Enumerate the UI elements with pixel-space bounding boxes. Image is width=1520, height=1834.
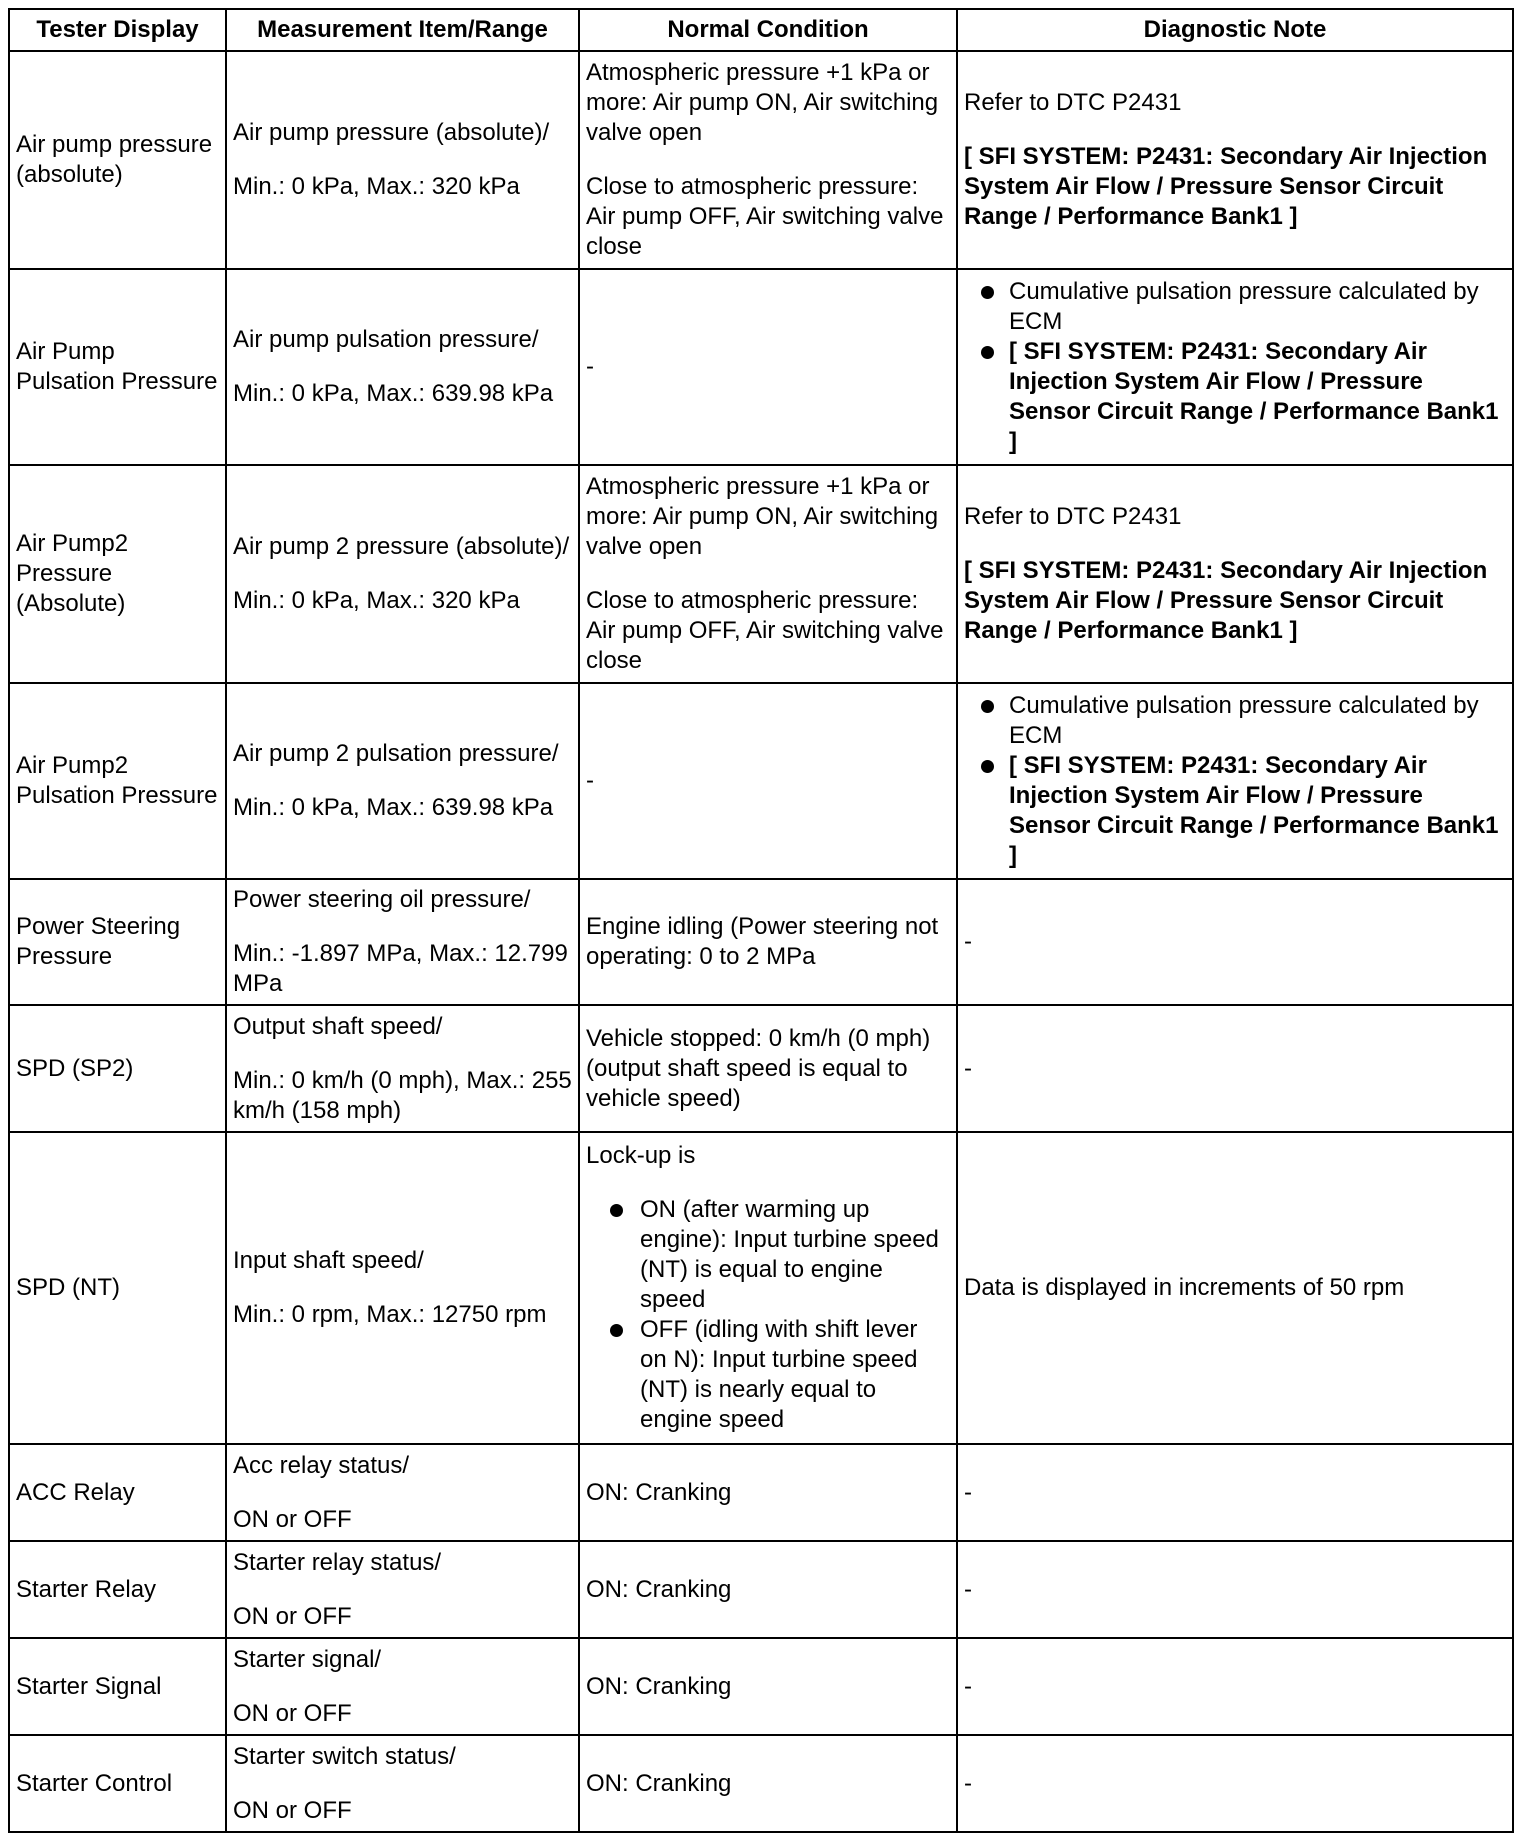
measurement-cell	[226, 879, 579, 1005]
note-text: Refer to DTC P2431	[964, 89, 1182, 116]
tester-display-cell: SPD (NT)	[9, 1132, 226, 1444]
note-bullet-list	[964, 691, 1506, 871]
diagnostic-note-cell: -	[957, 1638, 1513, 1735]
table-row	[9, 465, 1513, 683]
measurement-range: Min.: 0 kPa, Max.: 320 kPa	[233, 173, 520, 200]
measurement-cell	[226, 269, 579, 465]
table-row	[9, 1541, 1513, 1638]
table-row	[9, 1638, 1513, 1735]
diagnostic-note-cell: -	[957, 1005, 1513, 1132]
dtc-reference-link[interactable]: [ SFI SYSTEM: P2431: Secondary Air Injection System Air Flow / Pressure Sensor Circuit Range / Performance Bank1 ]	[964, 557, 1488, 644]
measurement-range: Min.: -1.897 MPa, Max.: 12.799 MPa	[233, 940, 568, 997]
measurement-item: Starter relay status/	[233, 1548, 442, 1576]
normal-condition-cell: ON: Cranking	[579, 1541, 957, 1638]
diagnostic-note-cell	[957, 465, 1513, 683]
dtc-reference-link[interactable]: [ SFI SYSTEM: P2431: Secondary Air Injection System Air Flow / Pressure Sensor Circuit Range / Performance Bank1 ]	[1009, 337, 1506, 457]
diagnostic-note-cell: -	[957, 879, 1513, 1005]
bullet-item: Cumulative pulsation pressure calculated by ECM	[1009, 691, 1506, 751]
header-normal-condition: Normal Condition	[579, 9, 957, 51]
measurement-range: Min.: 0 kPa, Max.: 320 kPa	[233, 587, 520, 614]
table-row	[9, 51, 1513, 269]
table-row	[9, 879, 1513, 1005]
measurement-range: Min.: 0 kPa, Max.: 639.98 kPa	[233, 794, 554, 821]
table-row	[9, 1005, 1513, 1132]
tester-display-cell: Air Pump2 Pulsation Pressure	[9, 683, 226, 879]
measurement-cell	[226, 1735, 579, 1832]
measurement-item: Input shaft speed/	[233, 1247, 424, 1274]
dtc-reference-link[interactable]: [ SFI SYSTEM: P2431: Secondary Air Injection System Air Flow / Pressure Sensor Circuit Range / Performance Bank1 ]	[1009, 751, 1506, 871]
tester-display-cell: Starter Control	[9, 1735, 226, 1832]
note-bullet-list	[964, 277, 1506, 457]
table-row	[9, 683, 1513, 879]
measurement-cell	[226, 1132, 579, 1444]
measurement-range: Min.: 0 km/h (0 mph), Max.: 255 km/h (158 mph)	[233, 1066, 572, 1124]
normal-condition-cell	[579, 465, 957, 683]
bullet-item: OFF (idling with shift lever on N): Input turbine speed (NT) is nearly equal to engine speed	[640, 1315, 950, 1435]
condition-text: Atmospheric pressure +1 kPa or more: Air pump ON, Air switching valve open	[586, 473, 939, 560]
condition-text: Atmospheric pressure +1 kPa or more: Air pump ON, Air switching valve open	[586, 59, 939, 146]
measurement-item: Starter signal/	[233, 1645, 382, 1673]
header-measurement-item: Measurement Item/Range	[226, 9, 579, 51]
condition-bullet-list	[586, 1195, 950, 1435]
tester-display-cell: Air Pump2 Pressure (Absolute)	[9, 465, 226, 683]
condition-text: Close to atmospheric pressure: Air pump OFF, Air switching valve close	[586, 587, 944, 674]
measurement-range: Min.: 0 rpm, Max.: 12750 rpm	[233, 1301, 547, 1328]
condition-text: Close to atmospheric pressure: Air pump OFF, Air switching valve close	[586, 173, 944, 260]
diagnostic-note-cell: -	[957, 1541, 1513, 1638]
tester-display-cell: Air Pump Pulsation Pressure	[9, 269, 226, 465]
note-text: Refer to DTC P2431	[964, 503, 1182, 530]
diagnostic-note-cell	[957, 683, 1513, 879]
measurement-cell	[226, 1638, 579, 1735]
normal-condition-cell: -	[579, 269, 957, 465]
table-row	[9, 1735, 1513, 1832]
normal-condition-cell: -	[579, 683, 957, 879]
normal-condition-cell: ON: Cranking	[579, 1735, 957, 1832]
table-row	[9, 1132, 1513, 1444]
measurement-cell	[226, 1444, 579, 1541]
normal-condition-cell: ON: Cranking	[579, 1638, 957, 1735]
tester-display-cell: ACC Relay	[9, 1444, 226, 1541]
measurement-range: ON or OFF	[233, 1602, 352, 1630]
tester-display-cell: Starter Signal	[9, 1638, 226, 1735]
measurement-item: Air pump 2 pulsation pressure/	[233, 740, 559, 767]
normal-condition-cell	[579, 51, 957, 269]
measurement-cell	[226, 51, 579, 269]
normal-condition-cell: Vehicle stopped: 0 km/h (0 mph) (output shaft speed is equal to vehicle speed)	[579, 1005, 957, 1132]
measurement-item: Starter switch status/	[233, 1742, 456, 1770]
condition-intro: Lock-up is	[586, 1142, 696, 1169]
tester-display-cell: Power Steering Pressure	[9, 879, 226, 1005]
measurement-range: ON or OFF	[233, 1796, 352, 1824]
diagnostic-note-cell	[957, 51, 1513, 269]
header-diagnostic-note: Diagnostic Note	[957, 9, 1513, 51]
measurement-item: Acc relay status/	[233, 1451, 410, 1479]
diagnostic-note-cell: -	[957, 1444, 1513, 1541]
data-list-table	[8, 8, 1514, 1833]
measurement-item: Air pump pulsation pressure/	[233, 326, 539, 353]
measurement-item: Output shaft speed/	[233, 1012, 443, 1040]
measurement-item: Power steering oil pressure/	[233, 886, 531, 913]
measurement-cell	[226, 1541, 579, 1638]
normal-condition-cell: Engine idling (Power steering not operating: 0 to 2 MPa	[579, 879, 957, 1005]
normal-condition-cell: ON: Cranking	[579, 1444, 957, 1541]
bullet-item: Cumulative pulsation pressure calculated by ECM	[1009, 277, 1506, 337]
tester-display-cell: SPD (SP2)	[9, 1005, 226, 1132]
header-tester-display: Tester Display	[9, 9, 226, 51]
measurement-cell	[226, 683, 579, 879]
table-row	[9, 1444, 1513, 1541]
diagnostic-note-cell	[957, 269, 1513, 465]
dtc-reference-link[interactable]: [ SFI SYSTEM: P2431: Secondary Air Injection System Air Flow / Pressure Sensor Circuit Range / Performance Bank1 ]	[964, 143, 1488, 230]
tester-display-cell: Air pump pressure (absolute)	[9, 51, 226, 269]
measurement-item: Air pump pressure (absolute)/	[233, 119, 550, 146]
measurement-range: ON or OFF	[233, 1699, 352, 1727]
table-row	[9, 269, 1513, 465]
normal-condition-cell	[579, 1132, 957, 1444]
diagnostic-note-cell: -	[957, 1735, 1513, 1832]
diagnostic-note-cell: Data is displayed in increments of 50 rpm	[957, 1132, 1513, 1444]
bullet-item: ON (after warming up engine): Input turbine speed (NT) is equal to engine speed	[640, 1195, 950, 1315]
measurement-item: Air pump 2 pressure (absolute)/	[233, 533, 570, 560]
measurement-range: Min.: 0 kPa, Max.: 639.98 kPa	[233, 380, 554, 407]
measurement-range: ON or OFF	[233, 1505, 352, 1533]
measurement-cell	[226, 465, 579, 683]
header-row	[9, 9, 1513, 51]
measurement-cell	[226, 1005, 579, 1132]
tester-display-cell: Starter Relay	[9, 1541, 226, 1638]
